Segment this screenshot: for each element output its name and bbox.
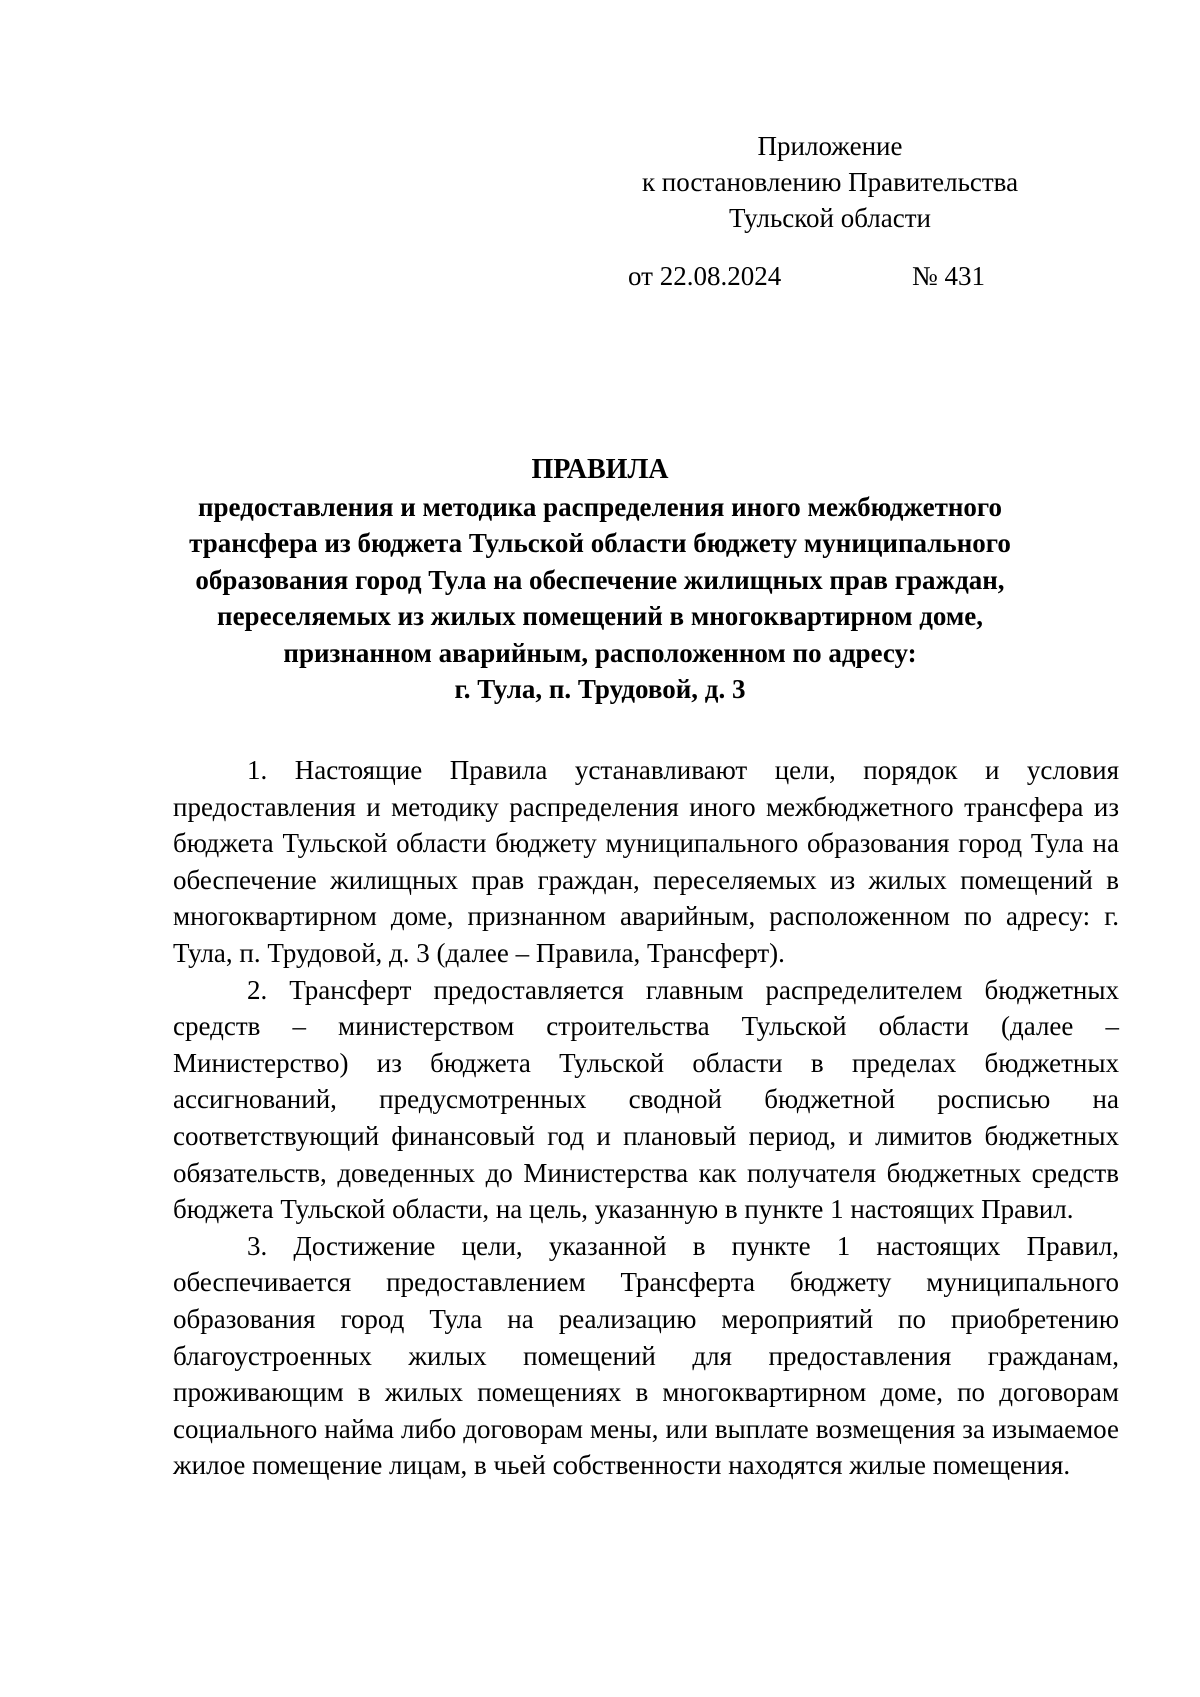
attachment-line: Тульской области: [729, 203, 931, 233]
title-line: образования город Тула на обеспечение жилищных прав граждан,: [195, 564, 1005, 595]
title-line: переселяемых из жилых помещений в многоквартирном доме,: [217, 601, 983, 631]
paragraph-1: 1. Настоящие Правила устанавливают цели, порядок и условия предоставления и методику распределения иного межбюджетного трансфера из бюджета Тульской области бюджету муниципального образования город Тула на обеспечение жилищных прав граждан, переселяемых из жилых помещений в многоквартирном доме, признанном аварийным, расположенном по адресу: г. Тула, п. Трудовой, д. 3 (далее – Правила, Трансферт).: [173, 755, 1119, 968]
document-body: [173, 752, 1119, 1484]
attachment-header: [600, 128, 1060, 236]
attachment-line: Приложение: [757, 131, 903, 161]
title-line: признанном аварийным, расположенном по адресу:: [283, 637, 917, 668]
paragraph-2: 2. Трансферт предоставляется главным распределителем бюджетных средств – министерством строительства Тульской области (далее – Министерство) из бюджета Тульской области в пределах бюджетных ассигнований, предусмотренных сводной бюджетной росписью на соответствующий финансовый год и плановый период, и лимитов бюджетных обязательств, доведенных до Министерства как получателя бюджетных средств бюджета Тульской области, на цель, указанную в пункте 1 настоящих Правил.: [173, 974, 1119, 1225]
paragraph-3: 3. Достижение цели, указанной в пункте 1 настоящих Правил, обеспечивается предоставлением Трансферта бюджету муниципального образования город Тула на реализацию мероприятий по приобретению благоустроенных жилых помещений для предоставления гражданам, проживающим в жилых помещениях в многоквартирном доме, по договорам социального найма либо договорам мены, или выплате возмещения за изымаемое жилое помещение лицам, в чьей собственности находятся жилые помещения.: [173, 1230, 1119, 1481]
document-title: [150, 452, 1050, 708]
title-line: трансфера из бюджета Тульской области бюджету муниципального: [189, 528, 1011, 558]
attachment-line: к постановлению Правительства: [641, 167, 1019, 197]
title-heading: ПРАВИЛА: [531, 454, 669, 485]
document-date: от 22.08.2024: [628, 261, 782, 291]
title-line: г. Тула, п. Трудовой, д. 3: [454, 674, 746, 704]
title-line: предоставления и методика распределения иного межбюджетного: [197, 491, 1003, 522]
document-number: № 431: [912, 261, 986, 291]
